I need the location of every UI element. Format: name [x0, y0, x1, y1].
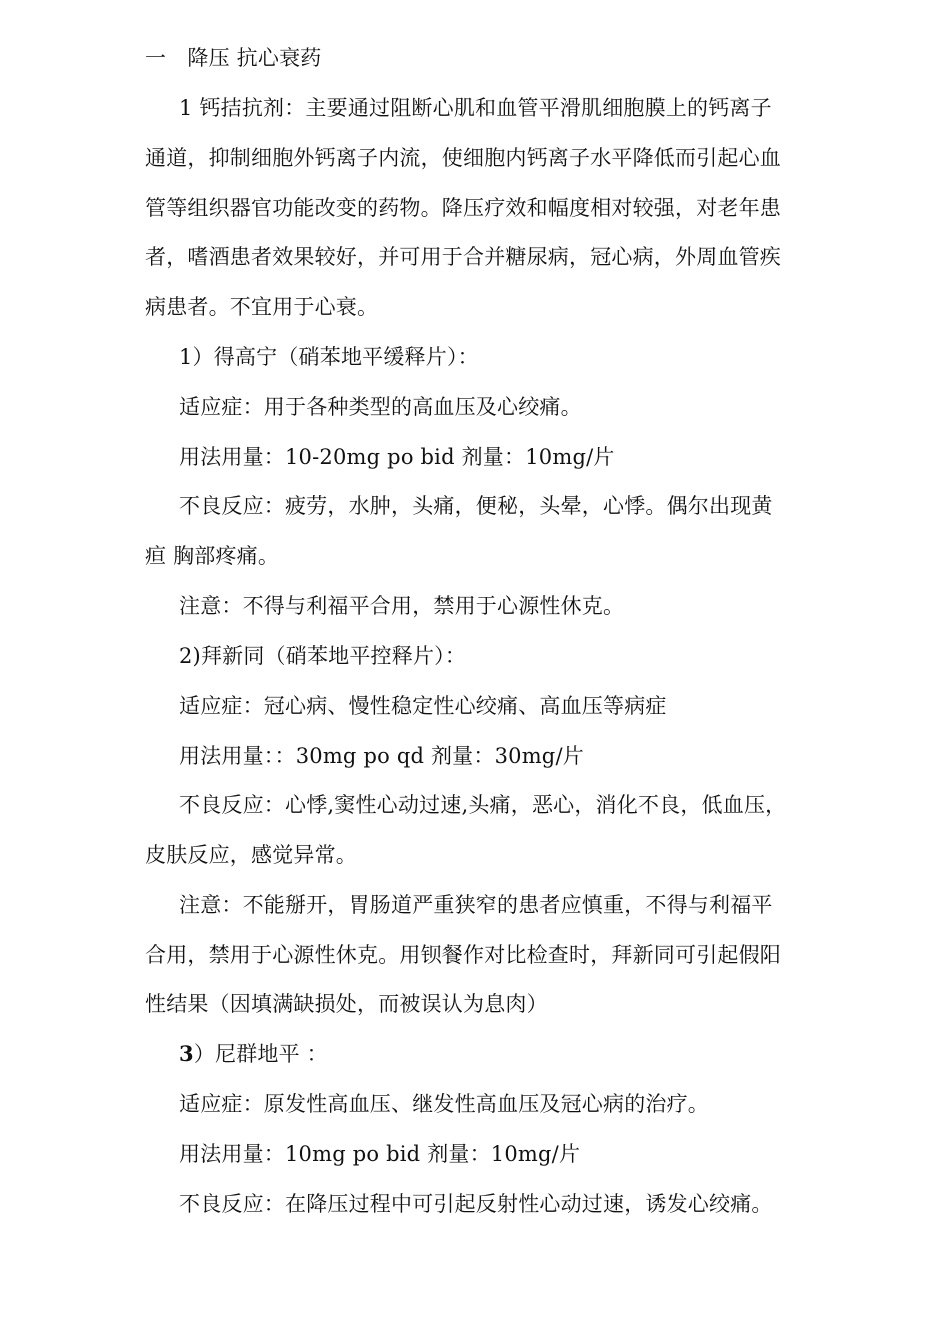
indication-line: 适应症：原发性高血压、继发性高血压及冠心病的治疗。	[179, 1092, 709, 1116]
drug-title: 1）得高宁（硝苯地平缓释片）：	[179, 345, 479, 369]
drug-title-text: ）尼群地平 ：	[193, 1042, 328, 1066]
paragraph-line: 病患者。不宜用于心衰。	[145, 295, 379, 319]
dosage-line: 用法用量：10-20mg po bid 剂量：10mg/片	[179, 445, 615, 469]
adverse-line: 疸 胸部疼痛。	[145, 544, 280, 568]
adverse-line: 不良反应：疲劳，水肿，头痛，便秘，头晕，心悸。偶尔出现黄	[179, 494, 773, 518]
note-line: 合用，禁用于心源性休克。用钡餐作对比检查时，拜新同可引起假阳	[145, 943, 781, 967]
note-line: 注意：不能掰开，胃肠道严重狭窄的患者应慎重，不得与利福平	[179, 893, 773, 917]
paragraph-line: 管等组织器官功能改变的药物。降压疗效和幅度相对较强，对老年患	[145, 196, 781, 220]
indication-line: 适应症：冠心病、慢性稳定性心绞痛、高血压等病症	[179, 694, 667, 718]
adverse-line: 不良反应：心悸,窦性心动过速,头痛，恶心，消化不良，低血压，	[179, 793, 787, 817]
paragraph-line: 通道，抑制细胞外钙离子内流，使细胞内钙离子水平降低而引起心血	[145, 146, 781, 170]
paragraph-line: 1 钙拮抗剂：主要通过阻断心肌和血管平滑肌细胞膜上的钙离子	[179, 96, 772, 120]
section-heading: 一 降压 抗心衰药	[145, 46, 322, 70]
drug-title: 2)拜新同（硝苯地平控释片）：	[179, 644, 467, 668]
indication-line: 适应症：用于各种类型的高血压及心绞痛。	[179, 395, 582, 419]
dosage-line: 用法用量：10mg po bid 剂量：10mg/片	[179, 1142, 581, 1166]
note-line: 注意：不得与利福平合用，禁用于心源性休克。	[179, 594, 625, 618]
adverse-line: 皮肤反应，感觉异常。	[145, 843, 357, 867]
note-line: 性结果（因填满缺损处，而被误认为息肉）	[145, 992, 548, 1016]
paragraph-line: 者，嗜酒患者效果较好，并可用于合并糖尿病，冠心病，外周血管疾	[145, 245, 781, 269]
dosage-line: 用法用量：：30mg po qd 剂量：30mg/片	[179, 744, 584, 768]
drug-title-number: 3	[179, 1041, 194, 1066]
adverse-line: 不良反应：在降压过程中可引起反射性心动过速，诱发心绞痛。	[179, 1192, 773, 1216]
drug-title	[179, 1040, 844, 1068]
